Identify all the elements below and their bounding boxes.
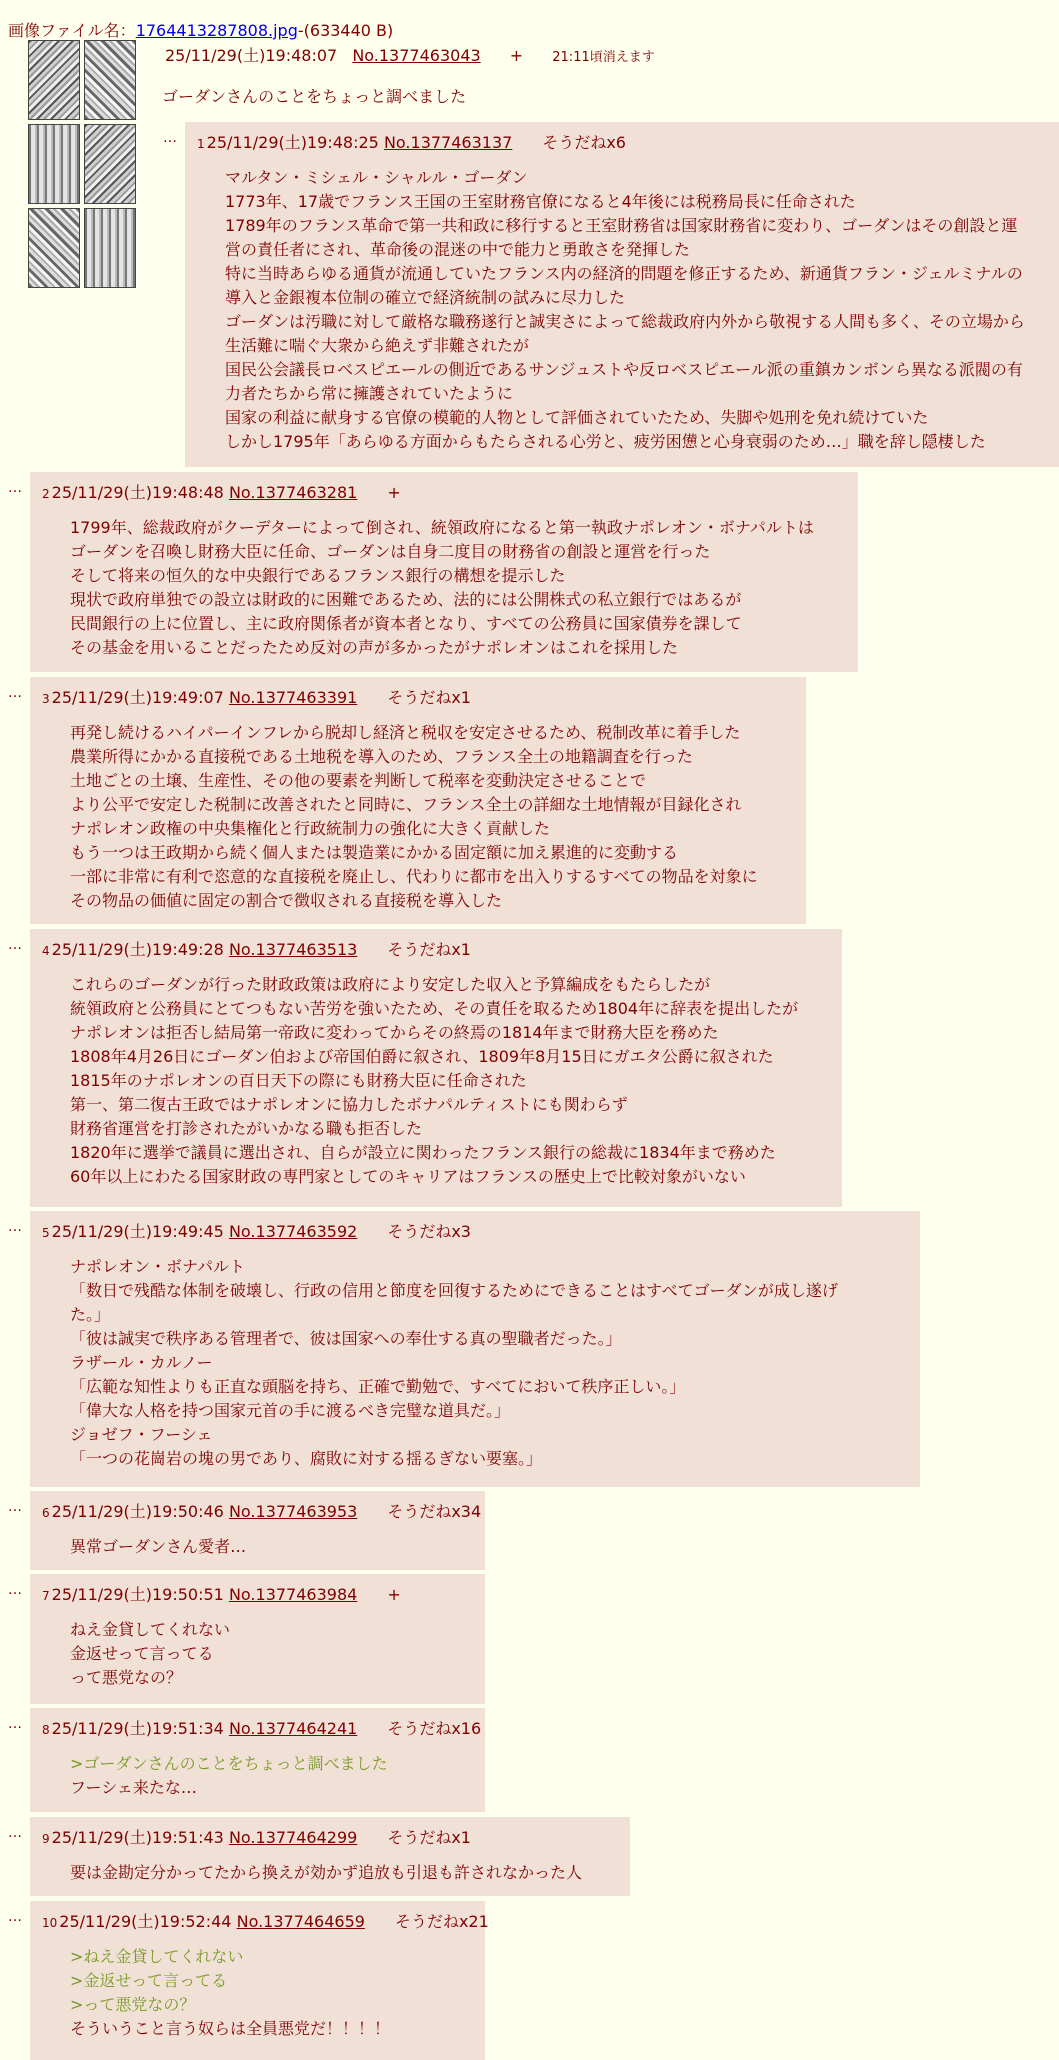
body-line: ナポレオン・ボナパルト	[70, 1257, 246, 1276]
reply-number-link[interactable]: No.1377464659	[236, 1912, 365, 1931]
body-line: 導入と金銀複本位制の確立で経済統制の試みに尽力した	[225, 288, 626, 307]
reply-date: 25/11/29(土)19:48:25	[206, 133, 379, 152]
body-line: 「彼は誠実で秩序ある管理者で、彼は国家への奉仕する真の聖職者だった。」	[70, 1329, 622, 1348]
reply-index: 6	[42, 1506, 50, 1520]
file-info	[8, 18, 393, 41]
reply-header	[197, 130, 626, 153]
reply-number-link[interactable]: No.1377463391	[228, 688, 358, 707]
body-line: 「偉大な人格を持つ国家元首の手に渡るべき完璧な道具だ。」	[70, 1401, 511, 1420]
file-size: -(633440 B)	[297, 21, 394, 40]
reply-header	[42, 1219, 471, 1242]
sodane-button[interactable]: そうだねx1	[387, 688, 471, 707]
reply-header	[42, 1825, 471, 1848]
body-line: 60年以上にわたる国家財政の専門家としてのキャリアはフランスの歴史上で比較対象がいない	[70, 1167, 746, 1186]
reply-body	[70, 516, 814, 660]
reply-header	[42, 1582, 401, 1605]
reply-post	[30, 1491, 485, 1570]
body-line: フーシェ来たな…	[70, 1778, 197, 1797]
sodane-button[interactable]: そうだねx1	[387, 940, 471, 959]
reply-number-link[interactable]: No.1377463953	[228, 1502, 358, 1521]
reply-header	[42, 685, 471, 708]
body-line: 国民公会議長ロベスピエールの側近であるサンジュストや反ロベスピエール派の重鎮カンボンら異なる派閥の有	[225, 360, 1023, 379]
quote-line: >金返せって言ってる	[70, 1971, 228, 1990]
reply-dots: …	[8, 1499, 22, 1515]
reply-number-link[interactable]: No.1377464299	[228, 1828, 358, 1847]
reply-index: 8	[42, 1723, 50, 1737]
thumb-panel	[28, 40, 80, 120]
reply-post	[30, 1211, 920, 1487]
body-line: 1815年のナポレオンの百日天下の際にも財務大臣に任命された	[70, 1071, 527, 1090]
reply-dots: …	[8, 937, 22, 953]
reply-body	[70, 973, 798, 1189]
thumb-panel	[84, 208, 136, 288]
body-line: 民間銀行の上に位置し、主に政府関係者が資本者となり、すべての公務員に国家債券を課して	[70, 614, 742, 633]
body-line: ジョゼフ・フーシェ	[70, 1425, 213, 1444]
body-line: 財務省運営を打診されたがいかなる職も拒否した	[70, 1119, 423, 1138]
reply-index: 2	[42, 487, 50, 501]
sodane-button[interactable]: そうだねx16	[387, 1719, 482, 1738]
reply-header	[42, 480, 401, 503]
body-line: そういうこと言う奴らは全員悪党だ！！！！	[70, 2019, 391, 2038]
op-delete-note: 21:11頃消えます	[552, 50, 655, 65]
reply-body	[70, 1535, 246, 1559]
reply-number-link[interactable]: No.1377463513	[228, 940, 358, 959]
body-line: 再発し続けるハイパーインフレから脱却し経済と税収を安定させるため、税制改革に着手した	[70, 723, 741, 742]
reply-dots: …	[8, 1825, 22, 1841]
sodane-button[interactable]: そうだねx6	[542, 133, 626, 152]
sodane-button[interactable]: そうだねx21	[394, 1912, 489, 1931]
body-line: 統領政府と公務員にとてつもない苦労を強いたため、その責任を取るため1804年に辞表を提出したが	[70, 999, 799, 1018]
reply-dots: …	[8, 480, 22, 496]
reply-body	[70, 721, 758, 913]
reply-body	[70, 1752, 388, 1800]
reply-index: 1	[197, 137, 205, 151]
reply-number-link[interactable]: No.1377464241	[228, 1719, 358, 1738]
reply-date: 25/11/29(土)19:51:43	[51, 1828, 224, 1847]
body-line: 特に当時あらゆる通貨が流通していたフランス内の経済的問題を修正するため、新通貨フラン・ジェルミナルの	[225, 264, 1023, 283]
body-line: しかし1795年「あらゆる方面からもたらされる心労と、疲労困憊と心身衰弱のため…」職を辞し隠棲した	[225, 432, 986, 451]
reply-header	[42, 1716, 481, 1739]
body-line: 1789年のフランス革命で第一共和政に移行すると王室財務省は国家財務省に変わり、ゴーダンはその創設と運	[225, 216, 1018, 235]
body-line: 1773年、17歳でフランス王国の王室財務官僚になると4年後には税務局長に任命された	[225, 192, 856, 211]
reply-date: 25/11/29(土)19:50:51	[51, 1585, 224, 1604]
reply-number-link[interactable]: No.1377463984	[228, 1585, 358, 1604]
sodane-plus-button[interactable]: +	[387, 1585, 401, 1604]
reply-dots: …	[8, 1716, 22, 1732]
body-line: 第一、第二復古王政ではナポレオンに協力したボナパルティストにも関わらず	[70, 1095, 628, 1114]
op-body: ゴーダンさんのことをちょっと調べました	[162, 87, 467, 106]
reply-post	[30, 1574, 485, 1704]
body-line: ラザール・カルノー	[70, 1353, 213, 1372]
body-line: もう一つは王政期から続く個人または製造業にかかる固定額に加え累進的に変動する	[70, 843, 679, 862]
body-line: 「数日で残酷な体制を破壊し、行政の信用と節度を回復するためにできることはすべてゴーダンが成し遂げ	[70, 1281, 838, 1300]
body-line: って悪党なの？	[70, 1668, 183, 1687]
reply-post	[185, 122, 1059, 467]
body-line: 1808年4月26日にゴーダン伯および帝国伯爵に叙され、1809年8月15日にガエタ公爵に叙された	[70, 1047, 774, 1066]
body-line: た。」	[70, 1305, 111, 1324]
reply-number-link[interactable]: No.1377463281	[228, 483, 358, 502]
body-line: ゴーダンは汚職に対して厳格な職務遂行と誠実さによって総裁政府内外から敬視する人間も多く、その立場から	[225, 312, 1025, 331]
sodane-plus-button[interactable]: +	[387, 483, 401, 502]
file-label: 画像ファイル名：	[8, 21, 136, 40]
body-line: その基金を用いることだったため反対の声が多かったがナポレオンはこれを採用した	[70, 638, 679, 657]
reply-header	[42, 937, 471, 960]
op-number-link[interactable]: No.1377463043	[352, 46, 481, 65]
body-line: 異常ゴーダンさん愛者…	[70, 1537, 247, 1556]
thumb-panel	[28, 208, 80, 288]
body-line: ねえ金貸してくれない	[70, 1620, 231, 1639]
body-line: 農業所得にかかる直接税である土地税を導入のため、フランス全土の地籍調査を行った	[70, 747, 693, 766]
body-line: より公平で安定した税制に改善されたと同時に、フランス全土の詳細な土地情報が目録化され	[70, 795, 742, 814]
sodane-button[interactable]: そうだねx34	[387, 1502, 482, 1521]
body-line: 営の責任者にされ、革命後の混迷の中で能力と勇敢さを発揮した	[225, 240, 690, 259]
op-date: 25/11/29(土)19:48:07	[165, 46, 338, 65]
reply-dots: …	[8, 1582, 22, 1598]
reply-post	[30, 472, 858, 672]
reply-dots: …	[163, 130, 177, 146]
reply-dots: …	[8, 1909, 22, 1925]
reply-body	[70, 1945, 390, 2041]
reply-index: 4	[42, 944, 50, 958]
reply-body	[70, 1255, 838, 1471]
body-line: そして将来の恒久的な中央銀行であるフランス銀行の構想を提示した	[70, 566, 566, 585]
reply-index: 7	[42, 1589, 50, 1603]
op-thumbnail[interactable]	[28, 40, 140, 290]
reply-date: 25/11/29(土)19:50:46	[51, 1502, 224, 1521]
thumb-panel	[84, 40, 136, 120]
body-line: 生活難に喘ぐ大衆から絶えず非難されたが	[225, 336, 530, 355]
body-line: その物品の価値に固定の割合で徴収される直接税を導入した	[70, 891, 503, 910]
quote-line: >って悪党なの？	[70, 1995, 196, 2014]
reply-dots: …	[8, 685, 22, 701]
reply-date: 25/11/29(土)19:49:45	[51, 1222, 224, 1241]
body-line: これらのゴーダンが行った財政政策は政府により安定した収入と予算編成をもたらしたが	[70, 975, 711, 994]
reply-body	[70, 1618, 230, 1690]
reply-date: 25/11/29(土)19:49:28	[51, 940, 224, 959]
reply-date: 25/11/29(土)19:49:07	[51, 688, 224, 707]
reply-index: 9	[42, 1832, 50, 1846]
body-line: 「広範な知性よりも正直な頭脳を持ち、正確で勤勉で、すべてにおいて秩序正しい。」	[70, 1377, 686, 1396]
reply-dots: …	[8, 1219, 22, 1235]
op-plus[interactable]: +	[509, 46, 524, 65]
body-line: 「一つの花崗岩の塊の男であり、腐敗に対する揺るぎない要塞。」	[70, 1449, 543, 1468]
reply-post	[30, 1817, 630, 1896]
quote-line: >ねえ金貸してくれない	[70, 1947, 244, 1966]
sodane-button[interactable]: そうだねx3	[387, 1222, 471, 1241]
body-line: ゴーダンを召喚し財務大臣に任命、ゴーダンは自身二度目の財務省の創設と運営を行った	[70, 542, 711, 561]
body-line: 金返せって言ってる	[70, 1644, 214, 1663]
reply-date: 25/11/29(土)19:48:48	[51, 483, 224, 502]
reply-header	[42, 1499, 481, 1522]
reply-body	[225, 166, 1025, 454]
body-line: 土地ごとの土壌、生産性、その他の要素を判断して税率を変動決定させることで	[70, 771, 647, 790]
body-line: 一部に非常に有利で恣意的な直接税を廃止し、代わりに都市を出入りするすべての物品を対象に	[70, 867, 758, 886]
reply-header	[42, 1909, 489, 1932]
thumb-panel	[84, 124, 136, 204]
reply-number-link[interactable]: No.1377463592	[228, 1222, 358, 1241]
body-line: ナポレオンは拒否し結局第一帝政に変わってからその終焉の1814年まで財務大臣を務めた	[70, 1023, 719, 1042]
body-line: 要は金勘定分かってたから換えが効かず追放も引退も許されなかった人	[70, 1863, 583, 1882]
reply-index: 5	[42, 1226, 50, 1240]
body-line: ナポレオン政権の中央集権化と行政統制力の強化に大きく貢献した	[70, 819, 551, 838]
reply-index: 3	[42, 692, 50, 706]
quote-line: >ゴーダンさんのことをちょっと調べました	[70, 1754, 388, 1773]
body-line: 1820年に選挙で議員に選出され、自らが設立に関わったフランス銀行の総裁に1834年まで務めた	[70, 1143, 776, 1162]
sodane-button[interactable]: そうだねx1	[387, 1828, 471, 1847]
file-link[interactable]: 1764413287808.jpg	[135, 21, 298, 40]
body-line: 現状で政府単独での設立は財政的に困難であるため、法的には公開株式の私立銀行ではあるが	[70, 590, 742, 609]
body-line: 国家の利益に献身する官僚の模範的人物として評価されていたため、失脚や処刑を免れ続けていた	[225, 408, 929, 427]
body-line: 1799年、総裁政府がクーデターによって倒され、統領政府になると第一執政ナポレオン・ボナパルトは	[70, 518, 814, 537]
body-line: 力者たちから常に擁護されていたように	[225, 384, 514, 403]
reply-number-link[interactable]: No.1377463137	[383, 133, 513, 152]
op-header	[165, 43, 665, 66]
thumb-panel	[28, 124, 80, 204]
reply-body	[70, 1861, 582, 1885]
reply-post	[30, 1708, 485, 1812]
reply-index: 10	[42, 1916, 58, 1930]
reply-post	[30, 929, 842, 1207]
body-line: マルタン・ミシェル・シャルル・ゴーダン	[225, 168, 528, 187]
reply-post	[30, 677, 806, 924]
reply-date: 25/11/29(土)19:52:44	[59, 1912, 232, 1931]
reply-post	[30, 1901, 489, 2060]
reply-date: 25/11/29(土)19:51:34	[51, 1719, 224, 1738]
